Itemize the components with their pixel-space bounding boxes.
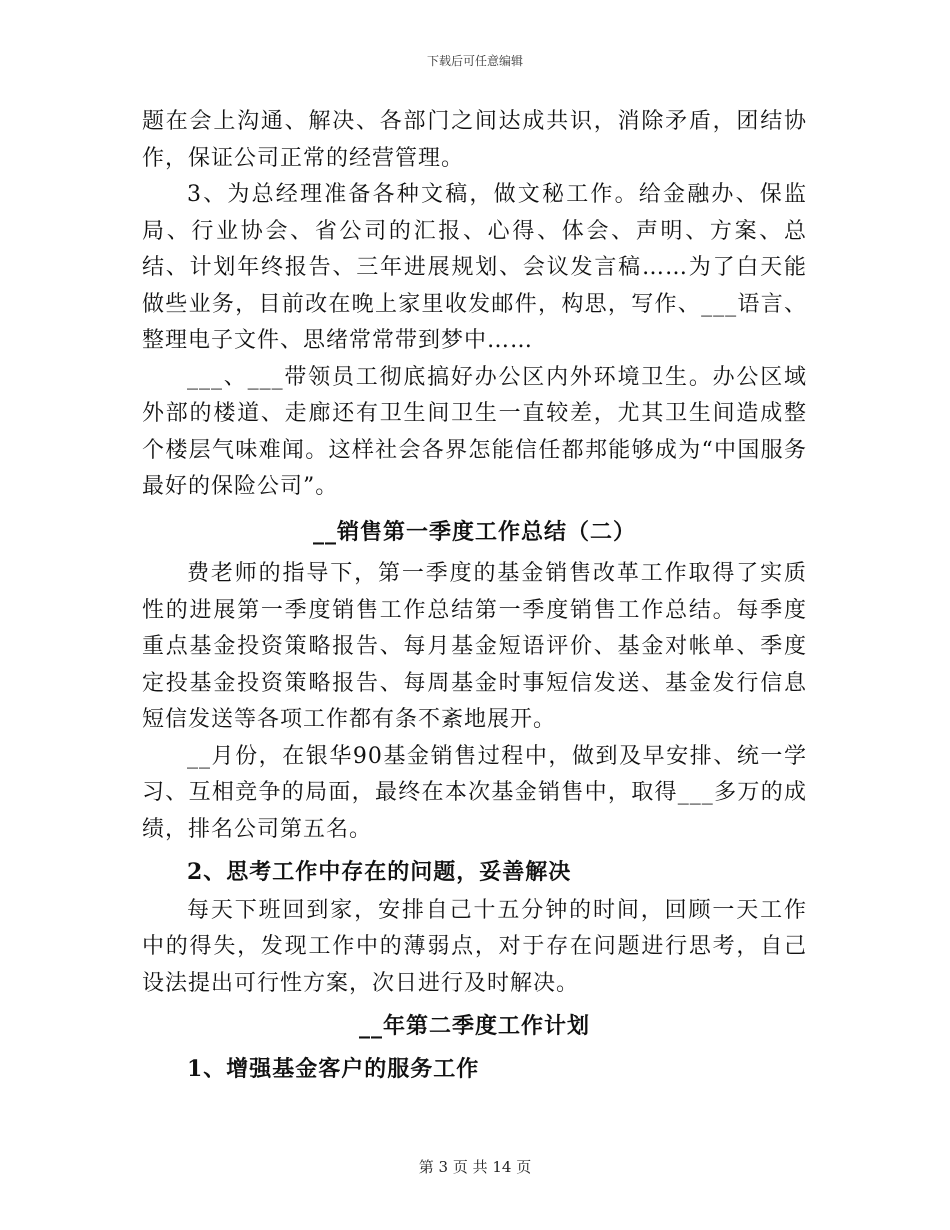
- heading-client-service: 1、增强基金客户的服务工作: [187, 1055, 480, 1082]
- paragraph-environment: ___、___带领员工彻底搞好办公区内外环境卫生。办公区域外部的楼道、走廊还有卫生间卫生一直较差，尤其卫生间造成整个楼层气味难闻。这样社会各界怎能信任都邦能够成为“中国服务最好的保险公司”。: [142, 364, 807, 499]
- section-title-sales-summary: __销售第一季度工作总结（二）: [312, 518, 636, 545]
- paragraph-continuation: 题在会上沟通、解决、各部门之间达成共识，消除矛盾，团结协作，保证公司正常的经营管理。: [142, 109, 807, 171]
- paragraph-sales-ranking: __月份，在银华90基金销售过程中，做到及早安排、统一学习、互相竞争的局面，最终在本次基金销售中，取得___多万的成绩，排名公司第五名。: [142, 743, 807, 842]
- page-header: 下载后可任意编辑: [426, 54, 523, 68]
- section-title-q2-plan: __年第二季度工作计划: [358, 1013, 590, 1039]
- document-body: [142, 104, 807, 1087]
- page-number-footer: 第 3 页 共 14 页: [418, 1158, 532, 1176]
- paragraph-item-3: 3、为总经理准备各种文稿，做文秘工作。给金融办、保监局、行业协会、省公司的汇报、心得、体会、声明、方案、总结、计划年终报告、三年进展规划、会议发言稿……为了白天能做些业务，目前改在晚上家里收发邮件，构思，写作、___语言、整理电子文件、思绪常常带到梦中……: [142, 182, 807, 353]
- paragraph-daily-review: 每天下班回到家，安排自己十五分钟的时间，回顾一天工作中的得失，发现工作中的薄弱点，对于存在问题进行思考，自己设法提出可行性方案，次日进行及时解决。: [142, 897, 807, 996]
- heading-think-problems: 2、思考工作中存在的问题，妥善解决: [187, 859, 572, 885]
- paragraph-fund-reform: 费老师的指导下，第一季度的基金销售改革工作取得了实质性的进展第一季度销售工作总结第一季度销售工作总结。每季度重点基金投资策略报告、每月基金短语评价、基金对帐单、季度定投基金投资策略报告、每周基金时事短信发送、基金发行信息短信发送等各项工作都有条不紊地展开。: [142, 561, 807, 732]
